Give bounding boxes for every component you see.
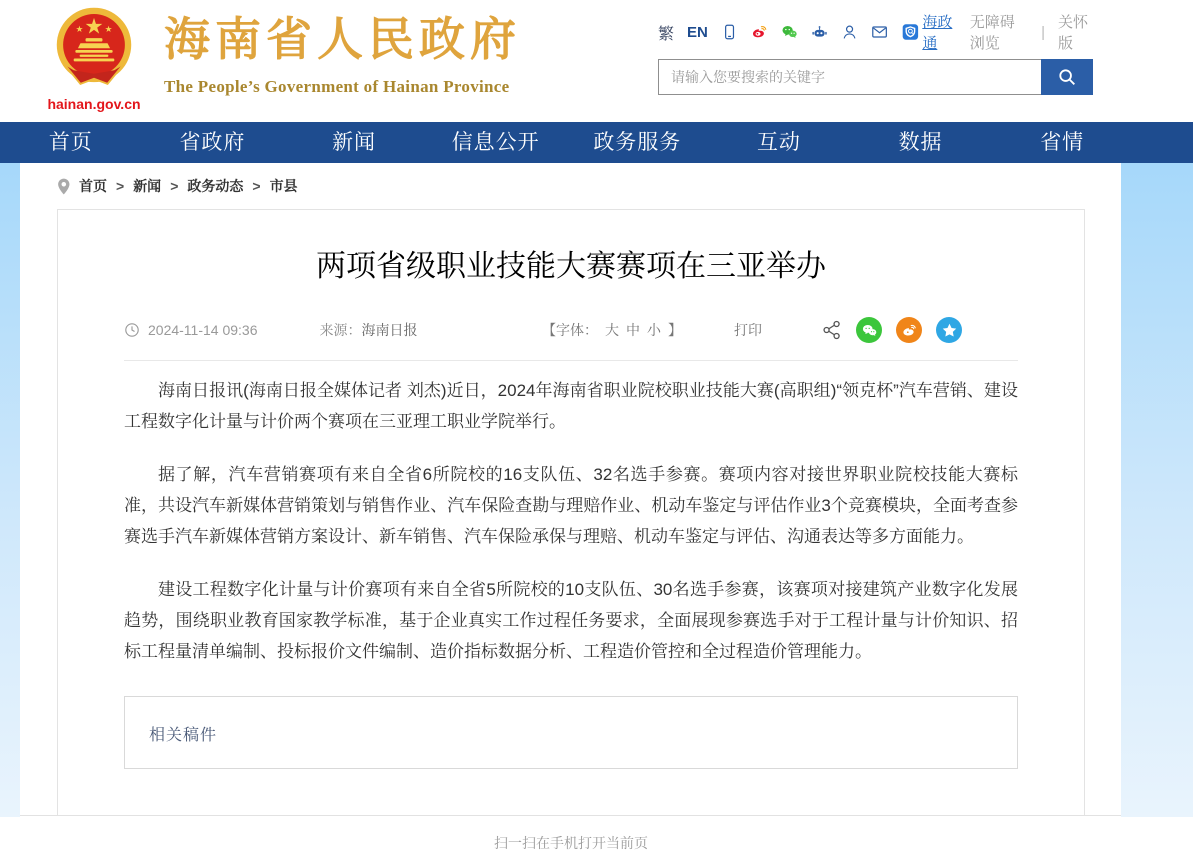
source-value: 海南日报 xyxy=(361,322,418,338)
english-link[interactable]: EN xyxy=(687,23,708,41)
breadcrumb-news[interactable]: 新闻 xyxy=(133,178,162,194)
print-button[interactable]: 打印 xyxy=(734,322,762,338)
mail-icon[interactable] xyxy=(871,21,888,43)
source-label: 来源： xyxy=(319,322,362,338)
font-size-medium-button[interactable]: 中 xyxy=(626,322,640,338)
site-subtitle: The People’s Government of Hainan Province xyxy=(164,76,510,96)
search-bar xyxy=(658,59,1093,95)
nav-item-government-services[interactable]: 政务服务 xyxy=(593,131,682,154)
search-button[interactable] xyxy=(1041,59,1093,95)
care-version-link[interactable]: 关怀版 xyxy=(1057,14,1088,52)
user-icon[interactable] xyxy=(841,21,858,43)
right-decor-strip xyxy=(1121,163,1193,817)
left-decor-strip xyxy=(0,163,20,817)
breadcrumb xyxy=(0,163,1193,209)
breadcrumb-cities-counties[interactable]: 市县 xyxy=(269,178,298,194)
nav-item-province-profile[interactable]: 省情 xyxy=(1040,131,1085,154)
nav-item-news[interactable]: 新闻 xyxy=(332,131,377,154)
font-size-large-button[interactable]: 大 xyxy=(605,322,619,338)
search-input[interactable] xyxy=(658,59,1041,95)
meta-divider xyxy=(124,360,1018,361)
header-toolbar xyxy=(657,14,1093,52)
robot-icon[interactable] xyxy=(811,21,828,43)
font-size-label: 【字体： xyxy=(542,322,598,338)
related-articles-title: 相关稿件 xyxy=(149,727,218,744)
article-meta-right xyxy=(542,317,1018,343)
article-paragraph: 海南日报讯(海南日报全媒体记者 刘杰)近日，2024年海南省职业院校职业技能大赛(高职组)“领克杯”汽车营销、建设工程数字化计量与计价两个赛项在三亚理工职业学院举行。 xyxy=(124,381,1018,431)
breadcrumb-gov-dynamics[interactable]: 政务动态 xyxy=(187,178,244,194)
clock-icon xyxy=(124,322,140,338)
logo-domain-text: hainan.gov.cn xyxy=(47,96,141,112)
nav-item-home[interactable]: 首页 xyxy=(48,131,93,154)
article-container xyxy=(57,209,1085,851)
weibo-share-icon[interactable] xyxy=(896,317,922,343)
nav-item-interaction[interactable]: 互动 xyxy=(756,131,801,154)
toolbar-separator: | xyxy=(1041,23,1045,41)
nav-item-data[interactable]: 数据 xyxy=(898,131,943,154)
share-group xyxy=(822,317,962,343)
site-logo[interactable] xyxy=(46,6,142,112)
breadcrumb-separator: > xyxy=(252,178,261,194)
haizhengtong-app-icon xyxy=(902,21,919,43)
article-meta-row xyxy=(124,317,1018,343)
site-title: 海南省人民政府 xyxy=(164,13,521,65)
article-paragraph: 据了解，汽车营销赛项有来自全省6所院校的16支队伍、32名选手参赛。赛项内容对接世界职业院校技能大赛标准，共设汽车新媒体营销策划与销售作业、汽车保险查勘与理赔作业、机动车鉴定与评估作业3个竞赛模块，全面考查参赛选手汽车新媒体营销方案设计、新车销售、汽车保险承保与理赔、机动车鉴定与评估、沟通表达等多方面能力。 xyxy=(124,465,1018,546)
article-body xyxy=(124,375,1018,667)
haizhengtong-link[interactable] xyxy=(902,11,957,53)
article-title: 两项省级职业技能大赛赛项在三亚举办 xyxy=(316,250,826,283)
nav-item-provincial-government[interactable]: 省政府 xyxy=(179,131,246,154)
article-meta-left xyxy=(124,320,418,340)
font-size-small-button[interactable]: 小 xyxy=(647,322,661,338)
accessibility-link[interactable]: 无障碍浏览 xyxy=(969,14,1015,52)
wechat-icon[interactable] xyxy=(781,21,798,43)
breadcrumb-separator: > xyxy=(116,178,125,194)
qzone-share-icon[interactable] xyxy=(936,317,962,343)
font-size-control xyxy=(542,320,682,340)
breadcrumb-home[interactable]: 首页 xyxy=(79,178,107,194)
article-source xyxy=(320,320,418,340)
publish-date: 2024-11-14 09:36 xyxy=(148,322,258,338)
footer-divider xyxy=(20,815,1121,816)
mobile-icon[interactable] xyxy=(721,21,738,43)
weibo-icon[interactable] xyxy=(751,21,768,43)
content-area xyxy=(0,163,1193,851)
header-right xyxy=(657,14,1093,95)
location-pin-icon xyxy=(57,178,70,195)
search-icon xyxy=(1056,66,1078,88)
national-emblem-icon xyxy=(51,6,137,94)
main-nav xyxy=(0,122,1193,163)
article-paragraph: 建设工程数字化计量与计价赛项有来自全省5所院校的10支队伍、30名选手参赛，该赛项对接建筑产业数字化发展趋势，围绕职业教育国家教学标准，基于企业真实工作过程任务要求，全面展现参赛选手对于工程计量与计价知识、招标工程量清单编制、投标报价文件编制、造价指标数据分析、工程造价管控和全过程造价管理能力。 xyxy=(124,580,1018,661)
breadcrumb-separator: > xyxy=(170,178,179,194)
nav-item-information-disclosure[interactable]: 信息公开 xyxy=(451,131,540,154)
wechat-share-icon[interactable] xyxy=(856,317,882,343)
traditional-chinese-link[interactable]: 繁 xyxy=(657,25,674,43)
font-size-label-close: 】 xyxy=(668,322,682,338)
share-nodes-icon[interactable] xyxy=(822,320,842,340)
related-articles-box xyxy=(124,696,1018,769)
site-title-block xyxy=(164,6,521,97)
site-header xyxy=(0,0,1193,122)
scan-qr-tip: 扫一扫在手机打开当前页 xyxy=(494,835,648,851)
haizhengtong-label: 海政通 xyxy=(922,14,953,52)
